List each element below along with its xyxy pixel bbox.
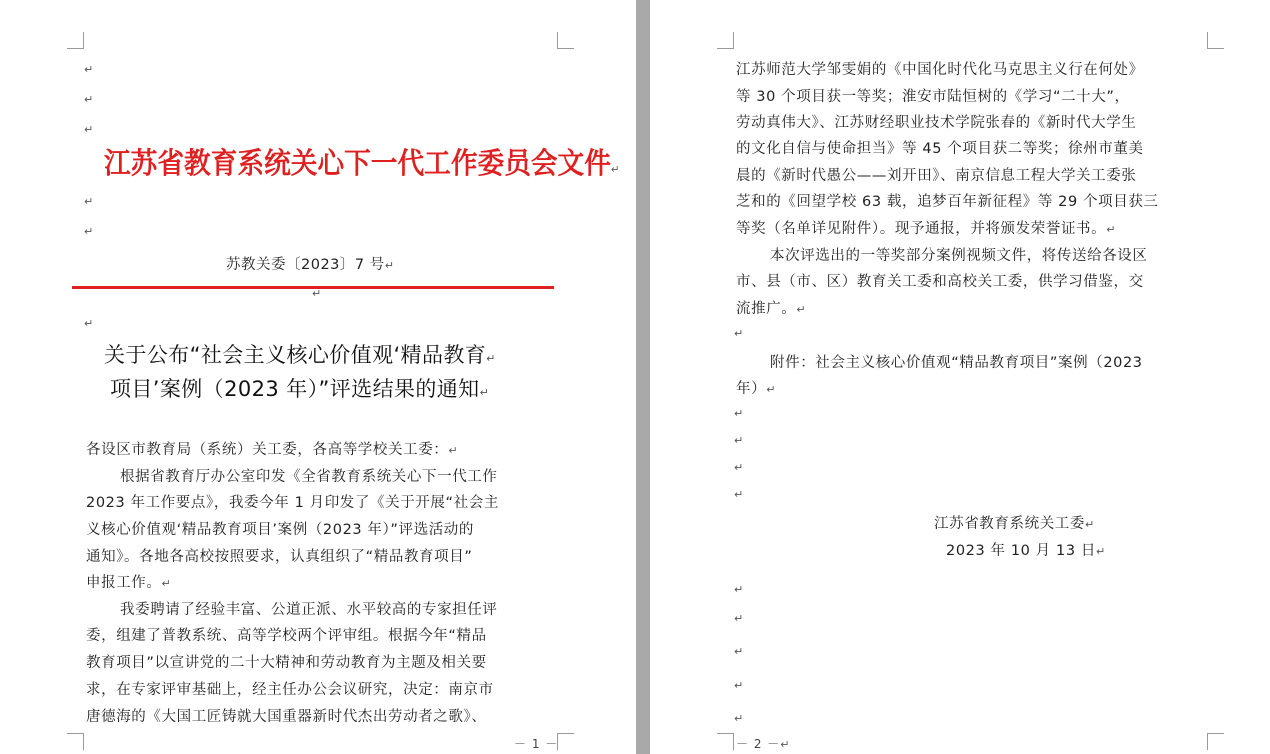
signature-date: 2023 年 10 月 13 日↵ — [946, 543, 1106, 559]
crop-mark-top-left — [67, 32, 84, 49]
paragraph-mark: ↵ — [734, 612, 744, 625]
crop-mark-top-left — [717, 32, 734, 49]
signature-organization: 江苏省教育系统关工委↵ — [934, 516, 1095, 532]
body-line: 通知》。各地各高校按照要求，认真组织了“精品教育项目” — [86, 549, 473, 565]
paragraph-mark: ↵ — [84, 195, 94, 208]
paragraph-mark: ↵ — [796, 303, 807, 316]
paragraph-mark: ↵ — [734, 679, 744, 692]
paragraph-mark: ↵ — [84, 93, 94, 106]
body-line: 委，组建了普教系统、高等学校两个评审组。根据今年“精品 — [86, 628, 487, 644]
paragraph-mark: ↵ — [1085, 518, 1095, 531]
paragraph-mark: ↵ — [161, 577, 172, 590]
paragraph-mark: ↵ — [486, 352, 496, 365]
body-line: 义核心价值观‘精品教育项目’案例（2023 年）”评选活动的 — [86, 522, 474, 538]
body-line: 芝和的《回望学校 63 载，追梦百年新征程》等 29 个项目获三 — [736, 194, 1159, 210]
body-line: 晨的《新时代愚公——刘开田》、南京信息工程大学关工委张 — [736, 168, 1137, 184]
body-line: 等 30 个项目获一等奖；淮安市陆恒树的《学习“二十大”， — [736, 89, 1130, 105]
paragraph-mark: ↵ — [780, 738, 791, 751]
paragraph-mark: ↵ — [734, 407, 744, 420]
crop-mark-bottom-left — [67, 733, 84, 750]
salutation: 各设区市教育局（系统）关工委，各高等学校关工委：↵ — [86, 442, 459, 458]
body-line: 流推广。↵ — [736, 301, 807, 317]
paragraph-mark: ↵ — [734, 712, 744, 725]
body-line: 劳动真伟大》、江苏财经职业技术学院张春的《新时代大学生 — [736, 115, 1137, 131]
body-line: 申报工作。↵ — [86, 575, 172, 591]
crop-mark-top-right — [557, 32, 574, 49]
paragraph-mark: ↵ — [734, 645, 744, 658]
paragraph-mark: ↵ — [766, 383, 777, 396]
paragraph-mark: ↵ — [1106, 223, 1117, 236]
page-gutter — [636, 0, 650, 754]
paragraph-mark: ↵ — [734, 461, 744, 474]
paragraph-mark: ↵ — [1095, 545, 1106, 558]
crop-mark-bottom-right — [557, 733, 574, 750]
paragraph-mark: ↵ — [734, 327, 744, 340]
page-number: － 2 －↵ — [736, 737, 791, 751]
body-line: 江苏师范大学邹雯娟的《中国化时代化马克思主义行在何处》 — [736, 62, 1144, 78]
paragraph-mark: ↵ — [734, 434, 744, 447]
body-line: 教育项目”以宣讲党的二十大精神和劳动教育为主题及相关要 — [86, 655, 487, 671]
paragraph-mark: ↵ — [448, 444, 459, 457]
notice-heading-line-2: 项目’案例（2023 年）”评选结果的通知↵ — [110, 377, 490, 401]
notice-heading-line-1: 关于公布“社会主义核心价值观‘精品教育↵ — [104, 343, 496, 367]
body-line: 本次评选出的一等奖部分案例视频文件，将传送给各设区 — [770, 248, 1148, 264]
org-letterhead-title: 江苏省教育系统关心下一代工作委员会文件↵ — [104, 146, 620, 180]
body-line: 根据省教育厅办公室印发《全省教育系统关心下一代工作 — [120, 469, 498, 485]
paragraph-mark: ↵ — [734, 488, 744, 501]
body-line: 2023 年工作要点》，我委今年 1 月印发了《关于开展“社会主 — [86, 495, 499, 511]
body-line: 唐德海的《大国工匠铸就大国重器新时代杰出劳动者之歌》、 — [86, 709, 487, 725]
body-line: 等奖（名单详见附件）。现予通报，并将颁发荣誉证书。↵ — [736, 221, 1117, 237]
paragraph-mark: ↵ — [84, 63, 94, 76]
body-line: 的文化自信与使命担当》等 45 个项目获二等奖；徐州市董美 — [736, 141, 1144, 157]
paragraph-mark: ↵ — [84, 123, 94, 136]
body-line: 市、县（市、区）教育关工委和高校关工委，供学习借鉴，交 — [736, 274, 1144, 290]
body-line: 我委聘请了经验丰富、公道正派、水平较高的专家担任评 — [120, 602, 498, 618]
attachment-line: 年）↵ — [736, 381, 777, 397]
attachment-line: 附件：社会主义核心价值观“精品教育项目”案例（2023 — [770, 355, 1143, 371]
crop-mark-bottom-left — [717, 733, 734, 750]
page-number: － 1 － — [514, 737, 559, 751]
crop-mark-bottom-right — [1207, 733, 1224, 750]
paragraph-mark: ↵ — [312, 287, 322, 300]
paragraph-mark: ↵ — [84, 225, 94, 238]
document-page-2[interactable] — [650, 0, 1270, 754]
crop-mark-top-right — [1207, 32, 1224, 49]
body-line: 求，在专家评审基础上，经主任办公会议研究，决定：南京市 — [86, 682, 494, 698]
paragraph-mark: ↵ — [734, 583, 744, 596]
paragraph-mark: ↵ — [84, 317, 94, 330]
document-number: 苏教关委〔2023〕7 号↵ — [226, 257, 395, 273]
paragraph-mark: ↵ — [479, 386, 490, 399]
paragraph-mark: ↵ — [610, 163, 620, 176]
paragraph-mark: ↵ — [384, 259, 395, 272]
